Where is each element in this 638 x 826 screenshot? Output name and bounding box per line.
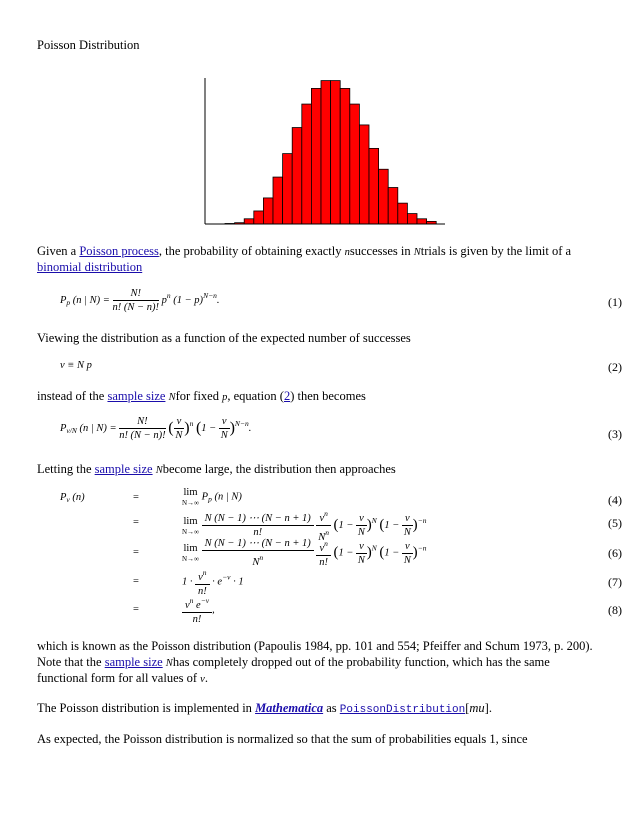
equals-sign-7: = (133, 576, 139, 587)
binomial-distribution-link[interactable]: binomial distribution (37, 260, 143, 274)
equation-3: $P_{\nu/N}$ (n | N) = $\frac{N!}{n! (N - n)!}$ ( $\frac{\nu}{N}$ )$^n$ (1 − $\frac{\nu}{N}$ )$^{N-n}$. (60, 416, 252, 441)
sample-size-link-3[interactable]: sample size (104, 655, 163, 669)
histogram-bar (254, 211, 264, 224)
histogram-bar (379, 169, 389, 224)
equation-7-rhs: 1 · $\frac{\nu^n}{n!}$ · $e^{-\nu} \cdot 1$ (182, 568, 244, 597)
poisson-process-link[interactable]: Poisson process (79, 244, 159, 258)
intro-paragraph-line2 (37, 259, 142, 276)
poisson-distribution-code-link[interactable]: PoissonDistribution (339, 704, 466, 716)
paragraph-known-as: which is known as the Poisson distribution (Papoulis 1984, pp. 101 and 554; Pfeiffer and Schum 1973, p. 200). (37, 639, 593, 653)
equation-5-rhs: lim N→∞ $\frac{N (N - 1) \cdots (N - n + 1)}{n!}$ $\frac{\nu^n}{N^n}$ (1 − $\frac{\nu}{N}$ )$^N$ (1 − $\frac{\nu}{N}$ )$^{-n}$ (182, 509, 427, 543)
histogram-bar (331, 81, 341, 224)
histogram-bar (244, 219, 254, 224)
histogram-bar (369, 148, 379, 224)
equation-number-3: (3) (608, 427, 622, 441)
equation-8-rhs: $\frac{\nu^n e^{-\nu}}{n!}$ , (182, 594, 215, 626)
equation-number-4: (4) (608, 493, 622, 507)
page-title: Poisson Distribution (37, 38, 140, 52)
histogram-bar (292, 128, 302, 224)
paragraph-known-as-line3: functional form for all values of ν. (37, 671, 208, 685)
paragraph-normalized: As expected, the Poisson distribution is normalized so that the sum of probabilities equals 1, since (37, 732, 528, 746)
histogram-bar (273, 177, 283, 224)
paragraph-expected-successes: Viewing the distribution as a function of the expected number of successes (37, 331, 411, 345)
equation-4-lhs: $P_\nu$ (n) (60, 492, 85, 504)
histogram-bar (283, 154, 293, 224)
intro-paragraph: Given a Poisson process, the probability of obtaining exactly nsuccesses in Ntrials is given by the limit of a (37, 244, 572, 258)
paragraph-mathematica: The Poisson distribution is implemented in Mathematica as PoissonDistribution[mu]. (37, 701, 492, 716)
equals-sign-4: = (133, 492, 139, 503)
paragraph-limit: Letting the sample size Nbecome large, the distribution then approaches (37, 462, 396, 476)
equation-2-ref-link[interactable]: 2 (283, 389, 291, 403)
poisson-histogram (195, 70, 450, 230)
equals-sign-8: = (133, 604, 139, 615)
equals-sign-5: = (133, 517, 139, 528)
equation-number-2: (2) (608, 360, 622, 374)
equation-number-7: (7) (608, 575, 622, 589)
histogram-bar (398, 203, 408, 224)
histogram-bar (417, 219, 427, 224)
histogram-bar (302, 104, 312, 224)
equation-number-5: (5) (608, 516, 622, 530)
histogram-bar (263, 198, 273, 224)
histogram-bar (311, 88, 321, 224)
equation-number-1: (1) (608, 295, 622, 309)
equation-1: $P_p$ (n | N) = $\frac{N!}{n! (N - n)!}$ $p^n$ $(1 - p)^{N-n}$. (60, 288, 220, 313)
paragraph-sample-size: instead of the sample size Nfor fixed p, equation (2) then becomes (37, 389, 366, 403)
equals-sign-6: = (133, 547, 139, 558)
sample-size-link-2[interactable]: sample size (94, 462, 153, 476)
paragraph-known-as-line2: Note that the sample size Nhas completely dropped out of the probability function, which has the same (37, 655, 550, 669)
histogram-bar (388, 188, 398, 225)
equation-2: ν ≡ N p (60, 360, 92, 371)
histogram-bar (321, 81, 331, 224)
sample-size-link[interactable]: sample size (107, 389, 166, 403)
equation-4-rhs: lim N→∞ $P_p$ (n | N) (182, 487, 242, 507)
histogram-bar (340, 88, 350, 224)
histogram-bar (350, 104, 360, 224)
equation-6-rhs: lim N→∞ $\frac{N (N - 1) \cdots (N - n + 1)}{N^n}$ $\frac{\nu^n}{n!}$ (1 − $\frac{\nu}{N}$ )$^N$ (1 − $\frac{\nu}{N}$ )$^{-n}$ (182, 538, 427, 568)
equation-number-8: (8) (608, 603, 622, 617)
mathematica-link[interactable]: Mathematica (255, 701, 324, 715)
equation-number-6: (6) (608, 546, 622, 560)
histogram-bar (359, 125, 369, 224)
histogram-bar (407, 214, 417, 224)
